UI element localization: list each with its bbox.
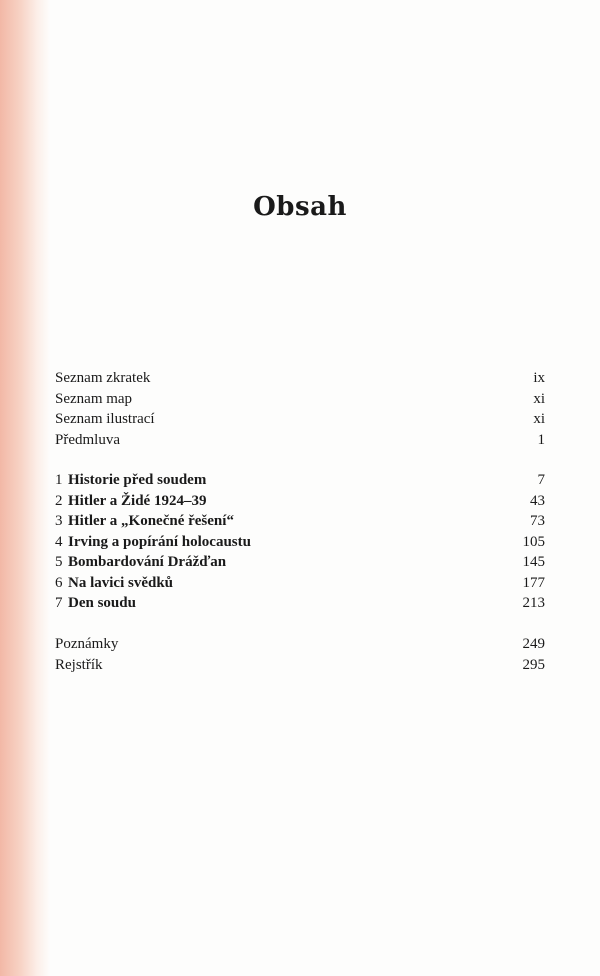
toc-entry	[55, 432, 545, 453]
toc-entry-label: Seznam map	[55, 390, 133, 407]
chapter-number: 7	[55, 595, 63, 611]
chapter-number: 6	[55, 574, 63, 591]
chapter-title: Bombardování Drážďan	[68, 554, 227, 570]
toc-entry-page: 1	[537, 431, 545, 448]
chapter-page: 105	[522, 533, 545, 550]
chapter-title: Hitler a Židé 1924–39	[68, 492, 207, 509]
toc-entry-page: 249	[522, 636, 545, 652]
toc-chapter-entry	[55, 493, 545, 514]
toc-entry	[55, 370, 545, 391]
page-edge-shadow	[0, 0, 50, 976]
toc-entry-page: ix	[533, 370, 545, 386]
toc-entry-label: Seznam zkratek	[55, 370, 151, 386]
toc-entry-page: 295	[522, 656, 545, 673]
toc-entry-label: Předmluva	[55, 431, 120, 448]
toc-entry-page: xi	[533, 411, 545, 427]
chapter-number: 4	[55, 533, 63, 550]
chapter-page: 145	[522, 554, 545, 570]
toc-entry	[55, 391, 545, 412]
chapter-title: Den soudu	[68, 595, 136, 611]
toc-entry-label: Seznam ilustrací	[55, 411, 155, 427]
toc-chapter-entry	[55, 554, 545, 575]
chapter-title: Hitler a „Konečné řešení“	[68, 513, 234, 529]
toc-chapter-entry	[55, 575, 545, 596]
toc-entry-label: Rejstřík	[55, 656, 103, 673]
toc-chapter-entry	[55, 595, 545, 616]
chapter-title: Irving a popírání holocaustu	[68, 533, 251, 550]
toc-entry-label: Poznámky	[55, 636, 119, 652]
chapter-page: 7	[537, 472, 545, 488]
toc-entry	[55, 636, 545, 657]
toc-entry	[55, 411, 545, 432]
toc-chapter-entry	[55, 513, 545, 534]
chapter-page: 43	[530, 492, 545, 509]
chapter-title: Na lavici svědků	[68, 574, 174, 591]
chapter-number: 3	[55, 513, 63, 529]
chapter-number: 1	[55, 472, 63, 488]
chapter-title: Historie před soudem	[68, 472, 207, 488]
chapter-page: 73	[530, 513, 545, 529]
toc-chapter-entry	[55, 472, 545, 493]
chapter-number: 2	[55, 492, 63, 509]
toc-back-matter	[55, 636, 545, 677]
chapter-page: 177	[522, 574, 545, 591]
page-title: Obsah	[253, 192, 347, 222]
chapter-number: 5	[55, 554, 63, 570]
chapter-page: 213	[522, 595, 545, 611]
toc-entry	[55, 657, 545, 678]
toc-chapters	[55, 472, 545, 616]
toc-chapter-entry	[55, 534, 545, 555]
toc-entry-page: xi	[533, 390, 545, 407]
toc-front-matter	[55, 370, 545, 452]
